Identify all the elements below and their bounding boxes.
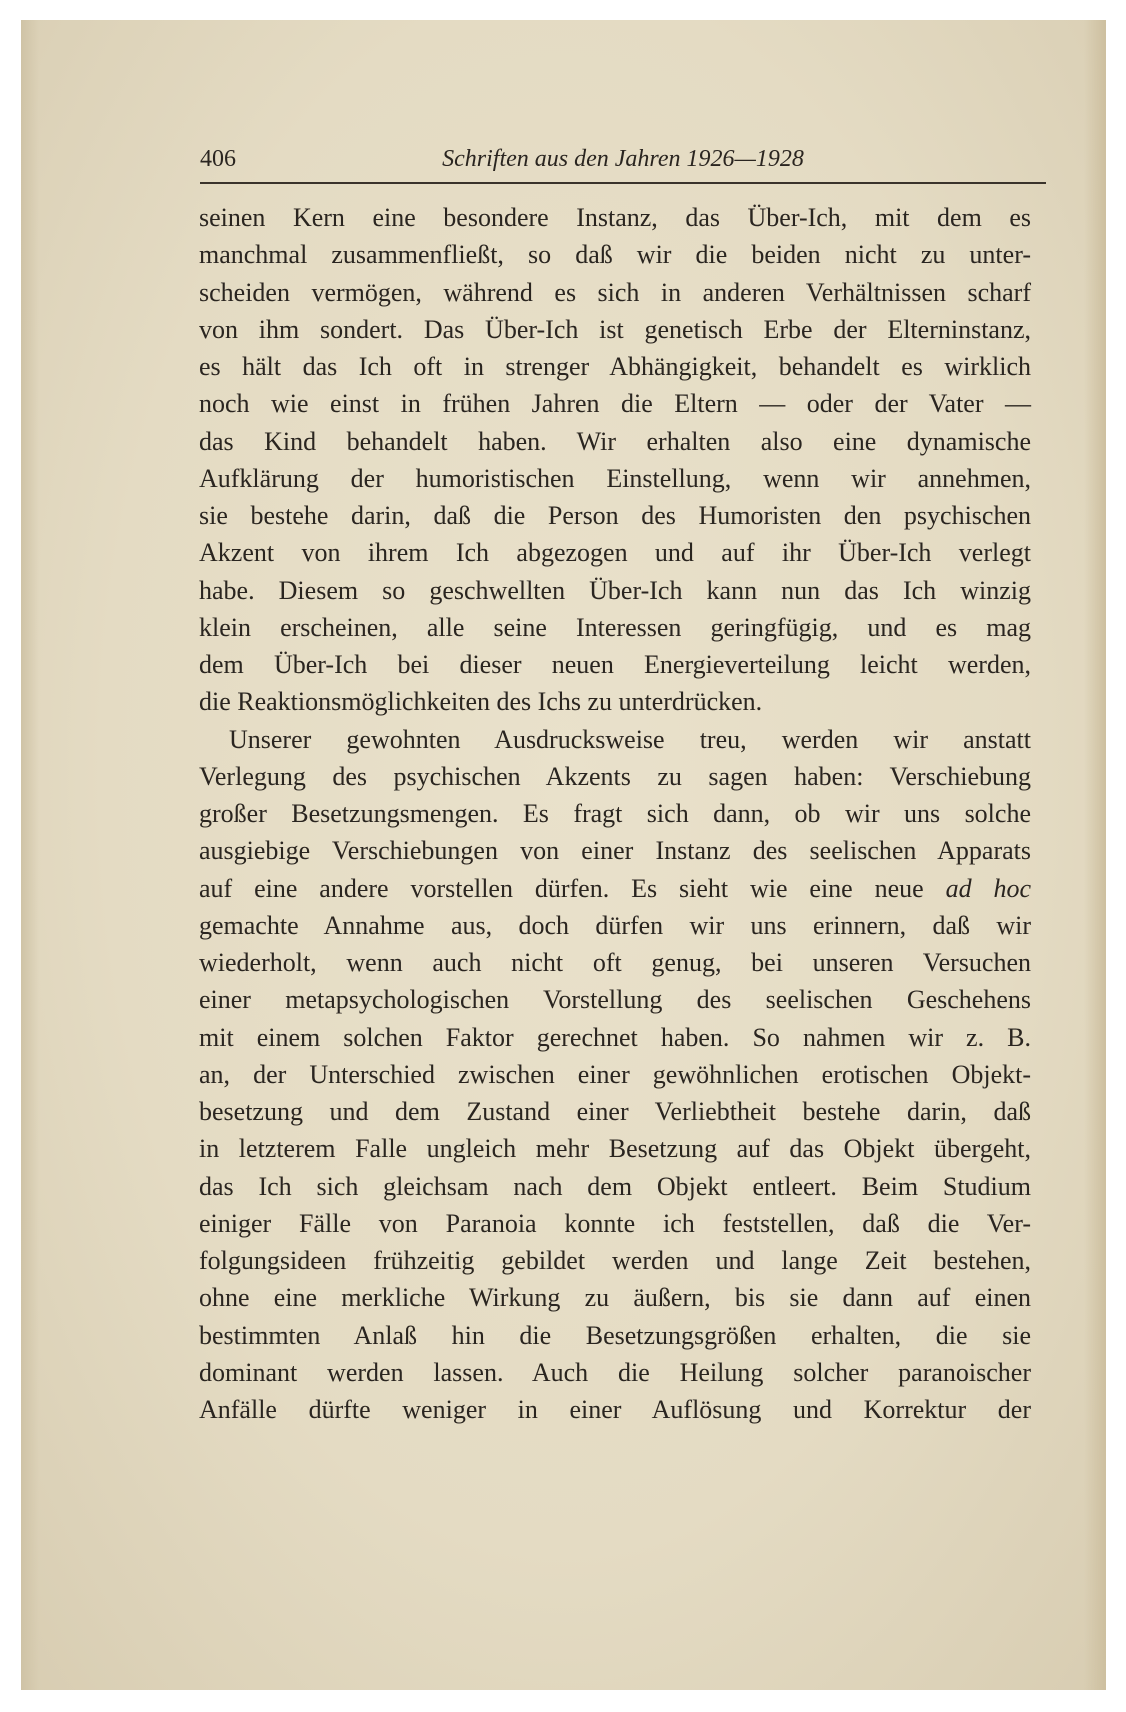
text-line: das Kind behandelt haben. Wir erhalten also eine dynamische <box>199 426 1031 456</box>
text-line: in letzterem Falle ungleich mehr Besetzung auf das Objekt übergeht, <box>199 1134 1031 1164</box>
text-line <box>199 870 1031 907</box>
text-line: mit einem solchen Faktor gerechnet haben. So nahmen wir z. B. <box>199 1022 1031 1052</box>
text-line: Verlegung des psychischen Akzents zu sagen haben: Verschiebung <box>199 761 1031 791</box>
text-line: die Reaktionsmöglichkeiten des Ichs zu unterdrücken. <box>199 687 763 717</box>
text-line: folgungsideen frühzeitig gebildet werden und lange Zeit bestehen, <box>199 1246 1031 1275</box>
header-rule <box>200 182 1046 184</box>
running-title: Schriften aus den Jahren 1926—1928 <box>442 146 804 172</box>
text-line: noch wie einst in frühen Jahren die Eltern — oder der Vater — <box>199 389 1031 419</box>
text-line: an, der Unterschied zwischen einer gewöhnlichen erotischen Objekt- <box>199 1059 1031 1089</box>
text-line: von ihm sondert. Das Über-Ich ist genetisch Erbe der Elterninstanz, <box>199 314 1031 344</box>
text-line: besetzung und dem Zustand einer Verliebtheit bestehe darin, daß <box>199 1097 1031 1126</box>
text-line: bestimmten Anlaß hin die Besetzungsgrößen erhalten, die sie <box>199 1320 1031 1350</box>
text-line: seinen Kern eine besondere Instanz, das Über-Ich, mit dem es <box>199 203 1031 232</box>
text-line: Anfälle dürfte weniger in einer Auflösung und Korrektur der <box>199 1395 1031 1424</box>
text-line: großer Besetzungsmengen. Es fragt sich dann, ob wir uns solche <box>199 799 1031 828</box>
text-line: habe. Diesem so geschwellten Über-Ich kann nun das Ich winzig <box>199 575 1031 605</box>
text-line: dem Über-Ich bei dieser neuen Energieverteilung leicht werden, <box>199 650 1031 679</box>
text-segment: auf eine andere vorstellen dürfen. Es sieht wie eine neue <box>199 873 946 903</box>
text-line: Aufklärung der humoristischen Einstellung, wenn wir annehmen, <box>199 463 1031 493</box>
running-header <box>200 146 1046 176</box>
text-line: gemachte Annahme aus, doch dürfen wir uns erinnern, daß wir <box>199 910 1031 940</box>
text-line: Unserer gewohnten Ausdrucksweise treu, werden wir anstatt <box>229 724 1031 754</box>
text-line: das Ich sich gleichsam nach dem Objekt entleert. Beim Studium <box>199 1171 1031 1201</box>
text-line: scheiden vermögen, während es sich in anderen Verhältnissen scharf <box>199 277 1031 307</box>
italic-phrase: ad hoc <box>945 873 1031 903</box>
text-line: manchmal zusammenfließt, so daß wir die beiden nicht zu unter- <box>199 240 1031 270</box>
page-number: 406 <box>200 146 236 172</box>
text-line: ausgiebige Verschiebungen von einer Instanz des seelischen Apparats <box>199 836 1031 866</box>
text-line: dominant werden lassen. Auch die Heilung solcher paranoischer <box>199 1357 1031 1387</box>
text-line: wiederholt, wenn auch nicht oft genug, bei unseren Versuchen <box>199 948 1031 977</box>
body-text <box>199 199 1031 1428</box>
text-line: sie bestehe darin, daß die Person des Humoristen den psychischen <box>199 501 1031 530</box>
text-line: klein erscheinen, alle seine Interessen geringfügig, und es mag <box>199 612 1031 642</box>
text-line: es hält das Ich oft in strenger Abhängigkeit, behandelt es wirklich <box>199 352 1031 381</box>
text-line: einiger Fälle von Paranoia konnte ich feststellen, daß die Ver- <box>199 1208 1031 1238</box>
text-line: Akzent von ihrem Ich abgezogen und auf ihr Über-Ich verlegt <box>199 538 1031 568</box>
text-line: ohne eine merkliche Wirkung zu äußern, bis sie dann auf einen <box>199 1283 1031 1313</box>
text-line: einer metapsychologischen Vorstellung des seelischen Geschehens <box>199 985 1031 1015</box>
